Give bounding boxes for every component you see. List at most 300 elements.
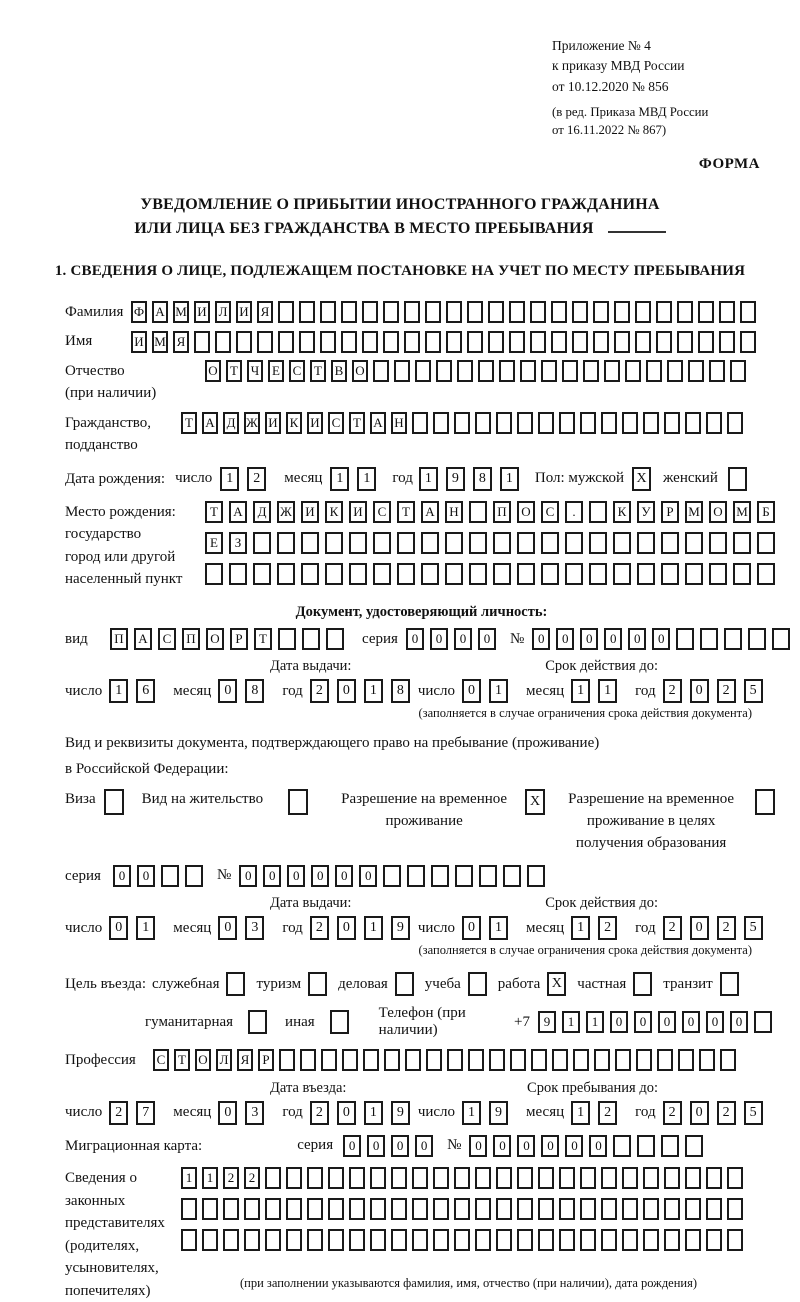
- char-cell[interactable]: [580, 1198, 596, 1220]
- char-cell[interactable]: С: [328, 412, 344, 434]
- checkbox-temp-residence[interactable]: X: [525, 789, 545, 815]
- char-cell[interactable]: [589, 532, 607, 554]
- char-cell[interactable]: В: [331, 360, 347, 382]
- char-cell[interactable]: [253, 532, 271, 554]
- char-cell[interactable]: О: [517, 501, 535, 523]
- char-cell[interactable]: 0: [337, 679, 356, 703]
- char-cell[interactable]: Ж: [244, 412, 260, 434]
- char-cell[interactable]: 0: [517, 1135, 535, 1157]
- char-cell[interactable]: [538, 412, 554, 434]
- char-cell[interactable]: [265, 1167, 281, 1189]
- char-cell[interactable]: [421, 532, 439, 554]
- char-cell[interactable]: 1: [136, 916, 155, 940]
- char-cell[interactable]: [457, 360, 473, 382]
- char-cell[interactable]: [635, 331, 651, 353]
- char-cell[interactable]: А: [421, 501, 439, 523]
- char-cell[interactable]: [552, 1049, 568, 1071]
- char-cell[interactable]: 0: [415, 1135, 433, 1157]
- char-cell[interactable]: [517, 532, 535, 554]
- char-cell[interactable]: [496, 1229, 512, 1251]
- char-cell[interactable]: [223, 1198, 239, 1220]
- char-cell[interactable]: [286, 1167, 302, 1189]
- char-cell[interactable]: [488, 301, 504, 323]
- char-cell[interactable]: 1: [586, 1011, 604, 1033]
- char-cell[interactable]: [551, 301, 567, 323]
- char-cell[interactable]: С: [541, 501, 559, 523]
- char-cell[interactable]: [265, 1229, 281, 1251]
- char-cell[interactable]: [538, 1229, 554, 1251]
- char-cell[interactable]: 1: [489, 916, 508, 940]
- char-cell[interactable]: [278, 331, 294, 353]
- char-cell[interactable]: [320, 331, 336, 353]
- char-cell[interactable]: Е: [205, 532, 223, 554]
- char-cell[interactable]: [720, 1049, 736, 1071]
- char-cell[interactable]: [307, 1167, 323, 1189]
- char-cell[interactable]: Н: [391, 412, 407, 434]
- char-cell[interactable]: 9: [446, 467, 465, 491]
- char-cell[interactable]: М: [152, 331, 168, 353]
- checkbox-purpose-business[interactable]: [395, 972, 414, 996]
- char-cell[interactable]: [397, 563, 415, 585]
- char-cell[interactable]: [643, 412, 659, 434]
- char-cell[interactable]: 0: [634, 1011, 652, 1033]
- char-cell[interactable]: [454, 1198, 470, 1220]
- char-cell[interactable]: [517, 1198, 533, 1220]
- char-cell[interactable]: 0: [532, 628, 550, 650]
- char-cell[interactable]: 0: [406, 628, 424, 650]
- char-cell[interactable]: [559, 412, 575, 434]
- char-cell[interactable]: [685, 532, 703, 554]
- char-cell[interactable]: Р: [661, 501, 679, 523]
- char-cell[interactable]: [685, 563, 703, 585]
- char-cell[interactable]: [580, 1229, 596, 1251]
- char-cell[interactable]: [667, 360, 683, 382]
- char-cell[interactable]: [468, 1049, 484, 1071]
- char-cell[interactable]: [488, 331, 504, 353]
- char-cell[interactable]: [622, 1167, 638, 1189]
- char-cell[interactable]: 8: [391, 679, 410, 703]
- char-cell[interactable]: [341, 331, 357, 353]
- char-cell[interactable]: 2: [310, 679, 329, 703]
- char-cell[interactable]: [688, 360, 704, 382]
- char-cell[interactable]: 2: [310, 1101, 329, 1125]
- char-cell[interactable]: 1: [462, 1101, 481, 1125]
- char-cell[interactable]: И: [307, 412, 323, 434]
- char-cell[interactable]: [636, 1049, 652, 1071]
- char-cell[interactable]: О: [195, 1049, 211, 1071]
- char-cell[interactable]: [541, 360, 557, 382]
- char-cell[interactable]: [301, 532, 319, 554]
- char-cell[interactable]: [244, 1198, 260, 1220]
- char-cell[interactable]: [349, 1167, 365, 1189]
- char-cell[interactable]: 0: [391, 1135, 409, 1157]
- char-cell[interactable]: 0: [469, 1135, 487, 1157]
- char-cell[interactable]: [657, 1049, 673, 1071]
- char-cell[interactable]: [496, 412, 512, 434]
- char-cell[interactable]: [433, 1167, 449, 1189]
- char-cell[interactable]: Д: [253, 501, 271, 523]
- char-cell[interactable]: [706, 1198, 722, 1220]
- char-cell[interactable]: И: [265, 412, 281, 434]
- char-cell[interactable]: 0: [359, 865, 377, 887]
- char-cell[interactable]: [580, 1167, 596, 1189]
- char-cell[interactable]: [709, 563, 727, 585]
- char-cell[interactable]: [342, 1049, 358, 1071]
- char-cell[interactable]: [320, 301, 336, 323]
- char-cell[interactable]: Т: [181, 412, 197, 434]
- char-cell[interactable]: [391, 1229, 407, 1251]
- char-cell[interactable]: Т: [349, 412, 365, 434]
- char-cell[interactable]: [614, 301, 630, 323]
- char-cell[interactable]: Б: [757, 501, 775, 523]
- char-cell[interactable]: [328, 1198, 344, 1220]
- char-cell[interactable]: [370, 1229, 386, 1251]
- char-cell[interactable]: [328, 1229, 344, 1251]
- char-cell[interactable]: [676, 628, 694, 650]
- char-cell[interactable]: [479, 865, 497, 887]
- char-cell[interactable]: [433, 412, 449, 434]
- char-cell[interactable]: [383, 331, 399, 353]
- char-cell[interactable]: 0: [589, 1135, 607, 1157]
- char-cell[interactable]: 5: [744, 679, 763, 703]
- char-cell[interactable]: [517, 412, 533, 434]
- char-cell[interactable]: 1: [364, 916, 383, 940]
- char-cell[interactable]: С: [289, 360, 305, 382]
- char-cell[interactable]: 9: [391, 916, 410, 940]
- char-cell[interactable]: А: [202, 412, 218, 434]
- char-cell[interactable]: [328, 1167, 344, 1189]
- char-cell[interactable]: 1: [357, 467, 376, 491]
- char-cell[interactable]: [454, 1229, 470, 1251]
- char-cell[interactable]: [643, 1167, 659, 1189]
- char-cell[interactable]: [757, 563, 775, 585]
- char-cell[interactable]: [181, 1198, 197, 1220]
- char-cell[interactable]: [205, 563, 223, 585]
- char-cell[interactable]: 0: [628, 628, 646, 650]
- char-cell[interactable]: Я: [237, 1049, 253, 1071]
- char-cell[interactable]: И: [236, 301, 252, 323]
- char-cell[interactable]: [278, 628, 296, 650]
- char-cell[interactable]: [517, 563, 535, 585]
- char-cell[interactable]: [661, 1135, 679, 1157]
- char-cell[interactable]: [613, 1135, 631, 1157]
- char-cell[interactable]: [277, 532, 295, 554]
- char-cell[interactable]: 9: [489, 1101, 508, 1125]
- char-cell[interactable]: 0: [478, 628, 496, 650]
- char-cell[interactable]: 9: [538, 1011, 556, 1033]
- char-cell[interactable]: [594, 1049, 610, 1071]
- char-cell[interactable]: [467, 301, 483, 323]
- char-cell[interactable]: [530, 331, 546, 353]
- char-cell[interactable]: [475, 412, 491, 434]
- char-cell[interactable]: 1: [562, 1011, 580, 1033]
- char-cell[interactable]: [278, 301, 294, 323]
- char-cell[interactable]: [286, 1198, 302, 1220]
- char-cell[interactable]: 2: [244, 1167, 260, 1189]
- char-cell[interactable]: У: [637, 501, 655, 523]
- char-cell[interactable]: [362, 331, 378, 353]
- char-cell[interactable]: [299, 331, 315, 353]
- char-cell[interactable]: А: [134, 628, 152, 650]
- char-cell[interactable]: 2: [663, 1101, 682, 1125]
- char-cell[interactable]: 8: [245, 679, 264, 703]
- char-cell[interactable]: [733, 532, 751, 554]
- char-cell[interactable]: 2: [598, 1101, 617, 1125]
- char-cell[interactable]: 2: [663, 679, 682, 703]
- char-cell[interactable]: [643, 1198, 659, 1220]
- char-cell[interactable]: [530, 301, 546, 323]
- char-cell[interactable]: 0: [239, 865, 257, 887]
- char-cell[interactable]: Ф: [131, 301, 147, 323]
- char-cell[interactable]: 2: [247, 467, 266, 491]
- char-cell[interactable]: [202, 1229, 218, 1251]
- char-cell[interactable]: Т: [226, 360, 242, 382]
- char-cell[interactable]: [656, 331, 672, 353]
- char-cell[interactable]: 6: [136, 679, 155, 703]
- char-cell[interactable]: [405, 1049, 421, 1071]
- char-cell[interactable]: Т: [254, 628, 272, 650]
- checkbox-purpose-transit[interactable]: [720, 972, 739, 996]
- char-cell[interactable]: Ч: [247, 360, 263, 382]
- char-cell[interactable]: Я: [173, 331, 189, 353]
- char-cell[interactable]: П: [110, 628, 128, 650]
- char-cell[interactable]: [643, 1229, 659, 1251]
- char-cell[interactable]: 0: [113, 865, 131, 887]
- char-cell[interactable]: [538, 1198, 554, 1220]
- char-cell[interactable]: К: [286, 412, 302, 434]
- char-cell[interactable]: 0: [218, 679, 237, 703]
- char-cell[interactable]: [373, 360, 389, 382]
- char-cell[interactable]: [412, 412, 428, 434]
- char-cell[interactable]: [454, 412, 470, 434]
- char-cell[interactable]: [421, 563, 439, 585]
- char-cell[interactable]: [253, 563, 271, 585]
- char-cell[interactable]: [415, 360, 431, 382]
- char-cell[interactable]: 0: [137, 865, 155, 887]
- char-cell[interactable]: [622, 1229, 638, 1251]
- char-cell[interactable]: [244, 1229, 260, 1251]
- char-cell[interactable]: [300, 1049, 316, 1071]
- char-cell[interactable]: 0: [462, 679, 481, 703]
- char-cell[interactable]: [257, 331, 273, 353]
- char-cell[interactable]: [754, 1011, 772, 1033]
- char-cell[interactable]: [362, 301, 378, 323]
- char-cell[interactable]: [447, 1049, 463, 1071]
- char-cell[interactable]: [622, 412, 638, 434]
- char-cell[interactable]: 0: [343, 1135, 361, 1157]
- char-cell[interactable]: 0: [730, 1011, 748, 1033]
- char-cell[interactable]: С: [158, 628, 176, 650]
- char-cell[interactable]: 0: [541, 1135, 559, 1157]
- char-cell[interactable]: [517, 1229, 533, 1251]
- char-cell[interactable]: 1: [220, 467, 239, 491]
- char-cell[interactable]: [565, 563, 583, 585]
- char-cell[interactable]: [326, 628, 344, 650]
- char-cell[interactable]: 0: [367, 1135, 385, 1157]
- char-cell[interactable]: [510, 1049, 526, 1071]
- char-cell[interactable]: 1: [500, 467, 519, 491]
- char-cell[interactable]: 1: [571, 916, 590, 940]
- char-cell[interactable]: 1: [571, 1101, 590, 1125]
- char-cell[interactable]: [733, 563, 751, 585]
- char-cell[interactable]: [299, 301, 315, 323]
- char-cell[interactable]: Р: [230, 628, 248, 650]
- checkbox-purpose-private[interactable]: [633, 972, 652, 996]
- char-cell[interactable]: [185, 865, 203, 887]
- char-cell[interactable]: [706, 412, 722, 434]
- char-cell[interactable]: [325, 563, 343, 585]
- char-cell[interactable]: [709, 532, 727, 554]
- char-cell[interactable]: [404, 331, 420, 353]
- char-cell[interactable]: П: [182, 628, 200, 650]
- char-cell[interactable]: [740, 331, 756, 353]
- char-cell[interactable]: [475, 1198, 491, 1220]
- char-cell[interactable]: [509, 331, 525, 353]
- char-cell[interactable]: [622, 1198, 638, 1220]
- checkbox-purpose-other[interactable]: [330, 1010, 349, 1034]
- char-cell[interactable]: 1: [364, 1101, 383, 1125]
- char-cell[interactable]: [698, 301, 714, 323]
- char-cell[interactable]: [265, 1198, 281, 1220]
- char-cell[interactable]: Т: [310, 360, 326, 382]
- char-cell[interactable]: [656, 301, 672, 323]
- char-cell[interactable]: [489, 1049, 505, 1071]
- char-cell[interactable]: [391, 1167, 407, 1189]
- char-cell[interactable]: О: [205, 360, 221, 382]
- char-cell[interactable]: 1: [330, 467, 349, 491]
- char-cell[interactable]: Н: [445, 501, 463, 523]
- char-cell[interactable]: И: [194, 301, 210, 323]
- char-cell[interactable]: [700, 628, 718, 650]
- char-cell[interactable]: [404, 301, 420, 323]
- char-cell[interactable]: [613, 563, 631, 585]
- char-cell[interactable]: [664, 412, 680, 434]
- char-cell[interactable]: К: [325, 501, 343, 523]
- char-cell[interactable]: [573, 1049, 589, 1071]
- char-cell[interactable]: [446, 331, 462, 353]
- char-cell[interactable]: [236, 331, 252, 353]
- char-cell[interactable]: [496, 1198, 512, 1220]
- char-cell[interactable]: [383, 301, 399, 323]
- char-cell[interactable]: [661, 532, 679, 554]
- char-cell[interactable]: 2: [598, 916, 617, 940]
- char-cell[interactable]: [719, 331, 735, 353]
- checkbox-gender-female[interactable]: [728, 467, 747, 491]
- char-cell[interactable]: [445, 563, 463, 585]
- char-cell[interactable]: [678, 1049, 694, 1071]
- char-cell[interactable]: 0: [218, 916, 237, 940]
- char-cell[interactable]: [601, 1229, 617, 1251]
- char-cell[interactable]: О: [206, 628, 224, 650]
- char-cell[interactable]: [635, 301, 651, 323]
- char-cell[interactable]: [475, 1229, 491, 1251]
- char-cell[interactable]: О: [709, 501, 727, 523]
- char-cell[interactable]: [394, 360, 410, 382]
- char-cell[interactable]: [433, 1229, 449, 1251]
- char-cell[interactable]: [194, 331, 210, 353]
- char-cell[interactable]: 7: [136, 1101, 155, 1125]
- char-cell[interactable]: 0: [690, 1101, 709, 1125]
- char-cell[interactable]: [724, 628, 742, 650]
- char-cell[interactable]: [541, 563, 559, 585]
- char-cell[interactable]: Е: [268, 360, 284, 382]
- char-cell[interactable]: 0: [218, 1101, 237, 1125]
- char-cell[interactable]: [604, 360, 620, 382]
- checkbox-purpose-work[interactable]: X: [547, 972, 566, 996]
- char-cell[interactable]: [302, 628, 320, 650]
- char-cell[interactable]: [727, 412, 743, 434]
- char-cell[interactable]: [699, 1049, 715, 1071]
- char-cell[interactable]: 0: [610, 1011, 628, 1033]
- char-cell[interactable]: 5: [744, 1101, 763, 1125]
- char-cell[interactable]: А: [370, 412, 386, 434]
- char-cell[interactable]: 0: [109, 916, 128, 940]
- char-cell[interactable]: [412, 1167, 428, 1189]
- char-cell[interactable]: И: [301, 501, 319, 523]
- char-cell[interactable]: 0: [337, 916, 356, 940]
- char-cell[interactable]: [412, 1229, 428, 1251]
- char-cell[interactable]: .: [565, 501, 583, 523]
- char-cell[interactable]: С: [153, 1049, 169, 1071]
- char-cell[interactable]: [614, 331, 630, 353]
- char-cell[interactable]: М: [685, 501, 703, 523]
- char-cell[interactable]: [706, 1229, 722, 1251]
- char-cell[interactable]: 1: [202, 1167, 218, 1189]
- char-cell[interactable]: [215, 331, 231, 353]
- char-cell[interactable]: [613, 532, 631, 554]
- char-cell[interactable]: [772, 628, 790, 650]
- char-cell[interactable]: 0: [690, 679, 709, 703]
- char-cell[interactable]: [565, 532, 583, 554]
- char-cell[interactable]: [685, 1167, 701, 1189]
- char-cell[interactable]: [503, 865, 521, 887]
- char-cell[interactable]: [499, 360, 515, 382]
- char-cell[interactable]: [307, 1229, 323, 1251]
- char-cell[interactable]: [509, 301, 525, 323]
- checkbox-purpose-humanitarian[interactable]: [248, 1010, 267, 1034]
- char-cell[interactable]: [740, 301, 756, 323]
- char-cell[interactable]: [301, 563, 319, 585]
- char-cell[interactable]: [349, 1198, 365, 1220]
- char-cell[interactable]: 1: [571, 679, 590, 703]
- char-cell[interactable]: [445, 532, 463, 554]
- char-cell[interactable]: 2: [109, 1101, 128, 1125]
- char-cell[interactable]: Т: [174, 1049, 190, 1071]
- char-cell[interactable]: 2: [663, 916, 682, 940]
- char-cell[interactable]: [349, 1229, 365, 1251]
- char-cell[interactable]: [637, 563, 655, 585]
- char-cell[interactable]: [685, 1135, 703, 1157]
- char-cell[interactable]: 0: [556, 628, 574, 650]
- char-cell[interactable]: Т: [397, 501, 415, 523]
- char-cell[interactable]: [698, 331, 714, 353]
- char-cell[interactable]: И: [349, 501, 367, 523]
- char-cell[interactable]: 2: [717, 916, 736, 940]
- checkbox-residence-permit[interactable]: [288, 789, 308, 815]
- char-cell[interactable]: Р: [258, 1049, 274, 1071]
- char-cell[interactable]: [286, 1229, 302, 1251]
- char-cell[interactable]: 2: [717, 679, 736, 703]
- char-cell[interactable]: [469, 532, 487, 554]
- char-cell[interactable]: 1: [181, 1167, 197, 1189]
- char-cell[interactable]: [478, 360, 494, 382]
- char-cell[interactable]: [391, 1198, 407, 1220]
- char-cell[interactable]: [637, 532, 655, 554]
- char-cell[interactable]: [559, 1229, 575, 1251]
- char-cell[interactable]: 0: [454, 628, 472, 650]
- char-cell[interactable]: 0: [493, 1135, 511, 1157]
- char-cell[interactable]: [321, 1049, 337, 1071]
